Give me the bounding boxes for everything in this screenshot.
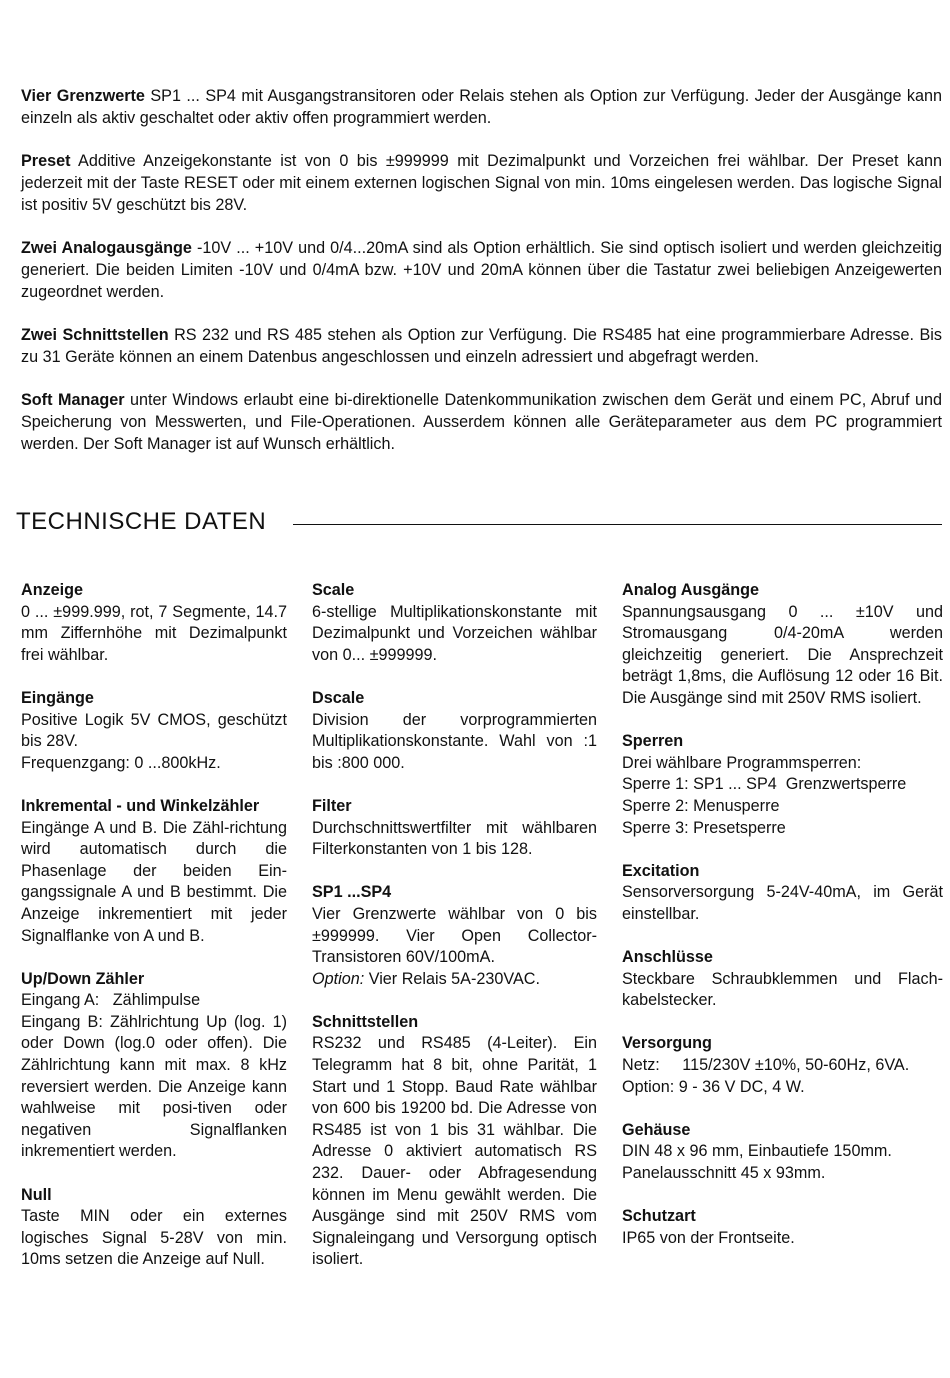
spec-body: Vier Grenzwerte wählbar von 0 bis ±999999. Vier Open Collector-Transistoren 60V/100mA. <box>312 904 597 967</box>
intro-text: RS 232 und RS 485 stehen als Option zur Verfügung. Die RS485 hat eine programmierbare Adresse. Bis zu 31 Geräte können an einem Datenbus angeschlossen und einzeln adressiert und abgefragt werden. <box>21 326 942 366</box>
spec-title: Null <box>21 1185 52 1204</box>
spec-line: Panelausschnitt 45 x 93mm. <box>622 1164 826 1183</box>
spec-gehaeuse <box>622 1120 943 1185</box>
intro-paragraph-preset <box>21 150 942 216</box>
spec-column-3 <box>622 580 943 1271</box>
spec-schutzart <box>622 1206 943 1249</box>
spec-analog-ausgaenge <box>622 580 943 710</box>
intro-text: -10V ... +10V und 0/4...20mA sind als Option erhältlich. Sie sind optisch isoliert und werden gleichzeitig generiert. Die beiden Limiten -10V und 0/4mA bzw. +10V und 20mA können über die Tastatur zwei beliebigen Anzeigewerten zugeordnet werden. <box>21 239 943 301</box>
spec-body: 0 ... ±999.999, rot, 7 Segmente, 14.7 mm Ziffernhöhe mit Dezimalpunkt frei wählbar. <box>21 602 287 664</box>
spec-body: Taste MIN oder ein externes logisches Signal 5-28V von min. 10ms setzen die Anzeige auf Null. <box>21 1207 287 1269</box>
spec-option-line <box>312 969 597 991</box>
spec-line: Drei wählbare Programmsperren: <box>622 753 862 772</box>
intro-text: Additive Anzeigekonstante ist von 0 bis ±999999 mit Dezimalpunkt und Vorzeichen frei wählbar. Der Preset kann jederzeit mit der Taste RESET oder mit einem externen logischen Signal von min. 10ms eingelesen werden. Das logische Signal ist positiv 5V geschützt bis 28V. <box>21 152 942 214</box>
intro-paragraph-soft-manager <box>21 389 942 455</box>
spec-excitation <box>622 861 943 926</box>
spec-title: Versorgung <box>622 1034 712 1053</box>
intro-term: Preset <box>21 152 71 170</box>
spec-body: Division der vorprogrammierten Multiplikationskonstante. Wahl von :1 bis :800 000. <box>312 710 597 772</box>
spec-body: Steckbare Schraubklemmen und Flach-kabelstecker. <box>622 969 943 1010</box>
spec-body: RS232 und RS485 (4-Leiter). Ein Telegramm hat 8 bit, ohne Parität, 1 Start und 1 Stopp. Baud Rate wählbar von 600 bis 19200 bd. Die Adresse von RS485 ist von 1 bis 31 wählbar. Die Adresse 0 aktiviert automatisch RS 232. Dauer- oder Abfragesendung können im Menu gewählt werden. Die Ausgänge sind mit 250V RMS vom Signaleingang und Versorgung optisch isoliert. <box>312 1034 597 1269</box>
spec-anzeige <box>21 580 287 666</box>
spec-body: Eingänge A und B. Die Zähl-richtung wird automatisch durch die Phasenlage der beiden Ein-gangssignale A und B bestimmt. Die Anzeige inkrementiert mit jeder Signalflanke von A und B. <box>21 818 287 945</box>
intro-text: unter Windows erlaubt eine bi-direktionelle Datenkommunikation zwischen dem Gerät und einem PC, Abruf und Speicherung von Messwerten, und File-Operationen. Ausserdem können alle Geräteparameter aus dem PC programmiert werden. Der Soft Manager ist auf Wunsch erhältlich. <box>21 391 942 453</box>
spec-null <box>21 1185 287 1271</box>
spec-line: Netz: 115/230V ±10%, 50-60Hz, 6VA. <box>622 1056 910 1075</box>
spec-title: Anzeige <box>21 581 84 599</box>
spec-line: DIN 48 x 96 mm, Einbautiefe 150mm. <box>622 1142 892 1161</box>
spec-line: IP65 von der Frontseite. <box>622 1228 795 1247</box>
spec-schnittstellen <box>312 1012 597 1271</box>
intro-paragraph-interfaces <box>21 324 942 368</box>
spec-dscale <box>312 688 597 774</box>
spec-title: Anschlüsse <box>622 948 713 967</box>
spec-body: Positive Logik 5V CMOS, geschützt bis 28V. <box>21 710 287 751</box>
intro-paragraph-limits <box>21 85 942 129</box>
spec-title: Gehäuse <box>622 1120 691 1139</box>
spec-body: Eingang B: Zählrichtung Up (log. 1) oder Down (log.0 oder offen). Die Zählrichtung kann mit max. 8 kHz reversiert werden. Die Anzeige kann wahlweise mit posi-tiven oder negativen Signalflanken inkrementiert werden. <box>21 1012 287 1161</box>
spec-title: Scale <box>312 581 355 599</box>
spec-anschluesse <box>622 947 943 1012</box>
spec-line: Sperre 2: Menusperre <box>622 796 780 815</box>
intro-term: Zwei Schnittstellen <box>21 326 169 344</box>
spec-option-label: Option: <box>312 969 365 988</box>
spec-body: Durchschnittswertfilter mit wählbaren Filterkonstanten von 1 bis 128. <box>312 818 597 859</box>
spec-title: Filter <box>312 796 352 815</box>
spec-column-1 <box>21 580 287 1293</box>
spec-body: Spannungsausgang 0 ... ±10V und Stromausgang 0/4-20mA werden gleichzeitig generiert. Die Ansprechzeit beträgt 1,8ms, die Auflösung 12 oder 16 Bit. Die Ausgänge sind mit 250V RMS isoliert. <box>622 602 943 707</box>
spec-up-down <box>21 969 287 1163</box>
spec-line: Sperre 1: SP1 ... SP4 Grenzwertsperre <box>622 775 907 794</box>
spec-title: SP1 ...SP4 <box>312 883 392 902</box>
spec-filter <box>312 796 597 861</box>
spec-title: Excitation <box>622 861 700 880</box>
spec-title: Eingänge <box>21 688 94 707</box>
spec-title: Inkremental - und Winkelzähler <box>21 796 260 815</box>
intro-paragraph-analog <box>21 237 942 303</box>
spec-title: Schutzart <box>622 1207 696 1226</box>
intro-term: Soft Manager <box>21 391 125 409</box>
intro-term: Zwei Analogausgänge <box>21 239 192 257</box>
intro-text: SP1 ... SP4 mit Ausgangstransitoren oder Relais stehen als Option zur Verfügung. Jeder der Ausgänge kann einzeln als aktiv geschaltet oder aktiv offen programmiert werden. <box>21 87 942 127</box>
spec-inkremental <box>21 796 287 947</box>
section-title: TECHNISCHE DATEN <box>16 508 267 535</box>
section-divider <box>293 524 942 525</box>
spec-line: Eingang A: Zählimpulse <box>21 991 201 1010</box>
spec-title: Analog Ausgänge <box>622 581 760 599</box>
spec-title: Sperren <box>622 732 684 751</box>
spec-body: 6-stellige Multiplikationskonstante mit Dezimalpunkt und Vorzeichen wählbar von 0... ±999999. <box>312 602 597 664</box>
spec-line: Frequenzgang: 0 ...800kHz. <box>21 753 221 772</box>
spec-versorgung <box>622 1033 943 1098</box>
spec-scale <box>312 580 597 666</box>
spec-line: Option: 9 - 36 V DC, 4 W. <box>622 1077 805 1096</box>
intro-term: Vier Grenzwerte <box>21 87 145 105</box>
intro-section <box>21 85 942 476</box>
spec-title: Dscale <box>312 688 365 707</box>
spec-sp1-sp4 <box>312 882 597 990</box>
spec-body: Sensorversorgung 5-24V-40mA, im Gerät einstellbar. <box>622 883 943 923</box>
spec-sperren <box>622 731 943 839</box>
spec-title: Schnittstellen <box>312 1012 419 1031</box>
spec-option-text: Vier Relais 5A-230VAC. <box>364 969 540 988</box>
spec-eingaenge <box>21 688 287 774</box>
spec-column-2 <box>312 580 597 1293</box>
spec-line: Sperre 3: Presetsperre <box>622 818 786 837</box>
spec-title: Up/Down Zähler <box>21 969 145 988</box>
